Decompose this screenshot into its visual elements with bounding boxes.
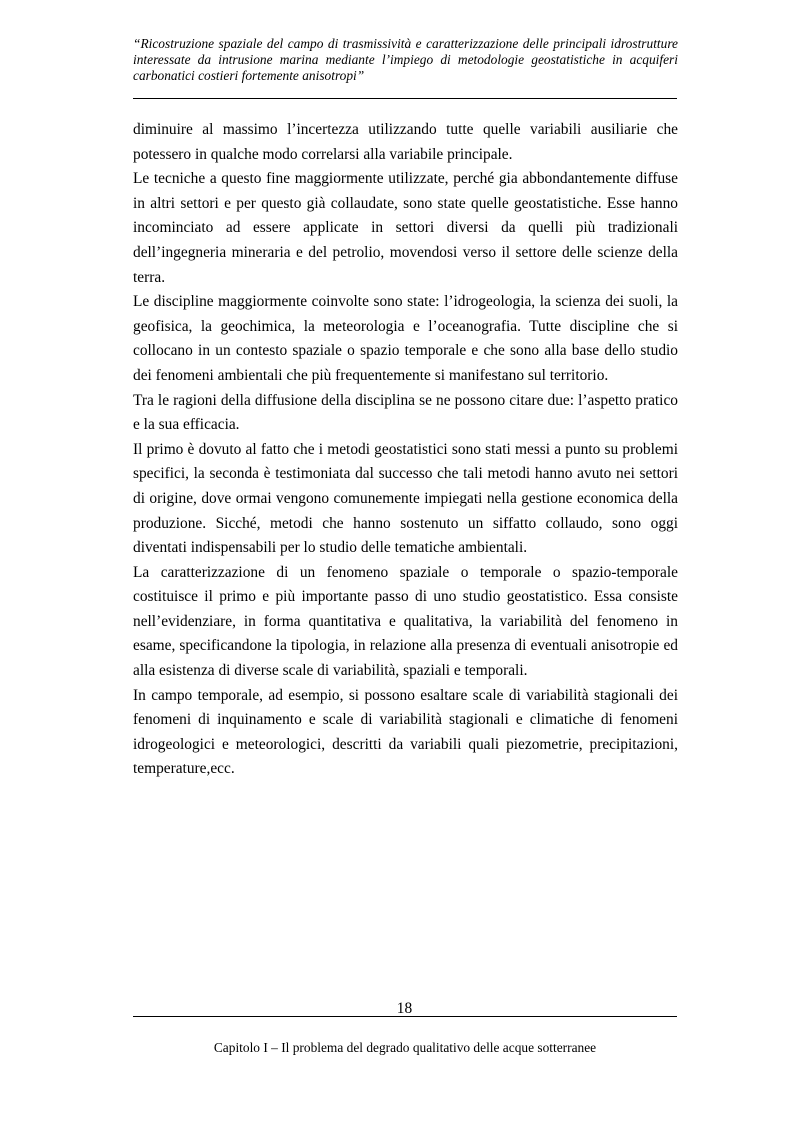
paragraph-3: Le discipline maggiormente coinvolte sono state: l’idrogeologia, la scienza dei suoli, la geofisica, la geochimica, la meteorologia e l’oceanografia. Tutte discipline che si collocano in un contesto spaziale o spazio temporale e che sono alla base dello studio dei fenomeni ambientali che più frequentemente si manifestano sul territorio.: [133, 293, 678, 384]
main-text: [133, 118, 678, 782]
running-header: “Ricostruzione spaziale del campo di trasmissività e caratterizzazione delle principali idrostrutture interessate da intrusione marina mediante l’impiego di metodologie geostatistiche in acquiferi carbonatici costieri fortemente anisotropi”: [133, 36, 678, 83]
paragraph-6: La caratterizzazione di un fenomeno spaziale o temporale o spazio-temporale costituisce il primo e più importante passo di uno studio geostatistico. Essa consiste nell’evidenziare, in forma quantitativa e qualitativa, la variabilità del fenomeno in esame, specificandone la tipologia, in relazione alla presenza di eventuali anisotropie ed alla esistenza di diverse scale di variabilità, spaziali e temporali.: [133, 563, 678, 680]
paragraph-1: diminuire al massimo l’incertezza utilizzando tutte quelle variabili ausiliarie che potessero in qualche modo correlarsi alla variabile principale.: [133, 121, 678, 163]
paragraph-5: Il primo è dovuto al fatto che i metodi geostatistici sono stati messi a punto su problemi specifici, la seconda è testimoniata dal successo che tali metodi hanno avuto nei settori di origine, dove ormai vengono comunemente impiegati nella gestione economica della produzione. Sicché, metodi che hanno sostenuto un siffatto collaudo, sono oggi diventati indispensabili per lo studio delle tematiche ambientali.: [133, 440, 678, 557]
paragraph-7: In campo temporale, ad esempio, si possono esaltare scale di variabilità stagionali dei fenomeni di inquinamento e scale di variabilità stagionali e climatiche di fenomeni idrogeologici e meteorologici, descritti da variabili quali piezometrie, precipitazioni, temperature,ecc.: [133, 686, 678, 778]
header-divider: [133, 98, 677, 99]
paragraph-4: Tra le ragioni della diffusione della disciplina se ne possono citare due: l’aspetto pratico e la sua efficacia.: [133, 391, 678, 434]
chapter-footer: Capitolo I – Il problema del degrado qualitativo delle acque sotterranee: [213, 1040, 597, 1055]
paragraph-2: Le tecniche a questo fine maggiormente utilizzate, perché gia abbondantemente diffuse in altri settori e per questo già collaudate, sono state quelle geostatistiche. Esse hanno incominciato ad essere applicate in settori diversi da quelli più tradizionali dell’ingegneria mineraria e del petrolio, movendosi verso il settore delle scienze della terra.: [133, 170, 678, 286]
footer-divider: [133, 1016, 677, 1017]
page-number: 18: [396, 1000, 413, 1017]
